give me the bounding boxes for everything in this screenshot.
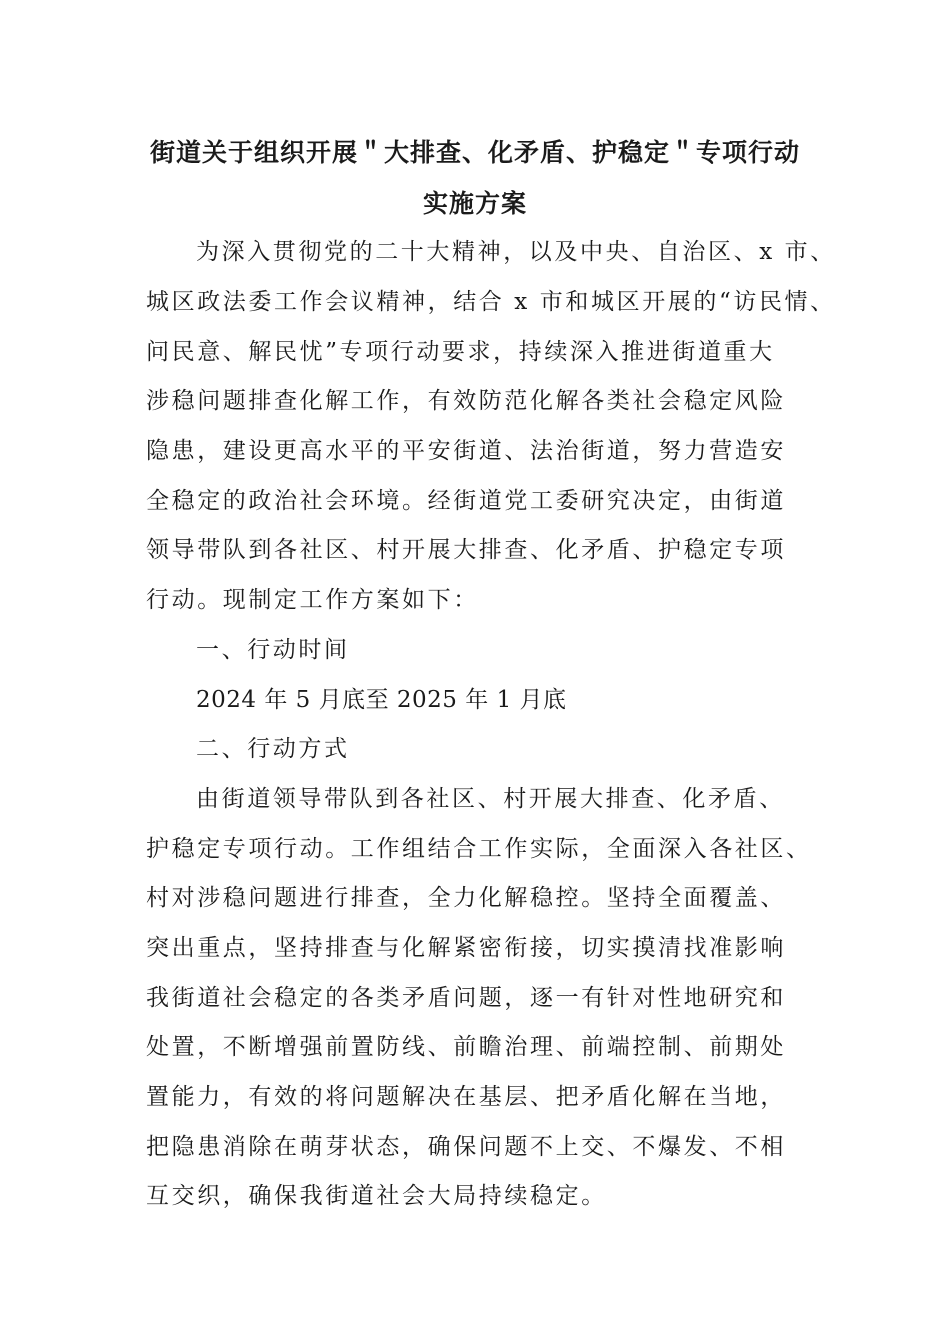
paragraph-line: 领导带队到各社区、村开展大排查、化矛盾、护稳定专项 [146, 537, 786, 563]
paragraph-line: 问民意、解民忧”专项行动要求，持续深入推进街道重大 [146, 339, 775, 365]
paragraph-line: 互交织，确保我街道社会大局持续稳定。 [146, 1183, 607, 1209]
paragraph-line: 全稳定的政治社会环境。经街道党工委研究决定，由街道 [146, 488, 786, 514]
paragraph-line: 隐患，建设更高水平的平安街道、法治街道，努力营造安 [146, 438, 786, 464]
section-heading: 一、行动时间 [196, 637, 350, 663]
paragraph-line: 护稳定专项行动。工作组结合工作实际，全面深入各社区、 [146, 836, 812, 862]
paragraph-line: 把隐患消除在萌芽状态，确保问题不上交、不爆发、不相 [146, 1134, 786, 1160]
paragraph-line: 处置，不断增强前置防线、前瞻治理、前端控制、前期处 [146, 1034, 786, 1060]
document-title: 街道关于组织开展＂大排查、化矛盾、护稳定＂专项行动 [149, 138, 800, 167]
section-heading: 二、行动方式 [196, 736, 350, 762]
paragraph-line: 行动。现制定工作方案如下： [146, 587, 479, 613]
paragraph-line: 村对涉稳问题进行排查，全力化解稳控。坚持全面覆盖、 [146, 885, 786, 911]
date-range: 2024 年 5 月底至 2025 年 1 月底 [196, 687, 567, 713]
paragraph-line: 突出重点，坚持排查与化解紧密衔接，切实摸清找准影响 [146, 935, 786, 961]
paragraph-line: 我街道社会稳定的各类矛盾问题，逐一有针对性地研究和 [146, 985, 786, 1011]
paragraph-line: 涉稳问题排查化解工作，有效防范化解各类社会稳定风险 [146, 388, 786, 414]
paragraph-line: 为深入贯彻党的二十大精神，以及中央、自治区、x 市、 [196, 239, 836, 265]
paragraph-line: 置能力，有效的将问题解决在基层、把矛盾化解在当地， [146, 1084, 786, 1110]
paragraph-line: 由街道领导带队到各社区、村开展大排查、化矛盾、 [196, 786, 785, 812]
document-title-line2: 实施方案 [422, 189, 527, 218]
paragraph-line: 城区政法委工作会议精神，结合 x 市和城区开展的“访民情、 [146, 289, 836, 315]
